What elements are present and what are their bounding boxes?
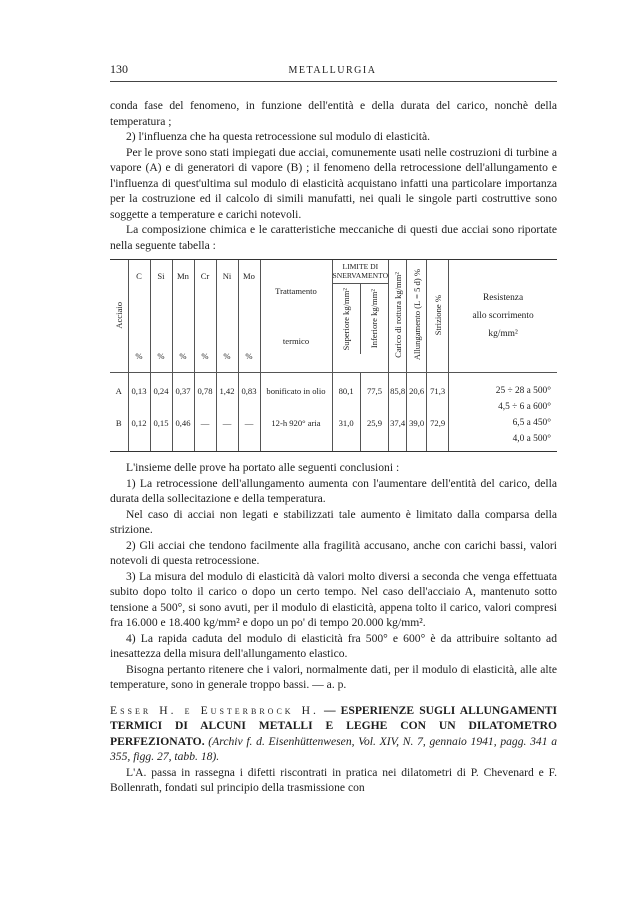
- paragraph-conclusion-3: 3) La misura del modulo di elasticità dà valori molto diversi a seconda che venga effettuata subito dopo tolto il carico o dopo un certo tempo. Nel caso dell'acciaio A, mantenuto sotto tensione a 500°, si sono avuti, per il modulo di elasticità, appena tolto il carico, valori compresi fra 16.000 e 18.400 kg/mm² e dopo un po' di tempo 20.000 kg/mm².: [110, 569, 557, 629]
- header-allungamento: Allungamento (L = 5 d) %: [407, 260, 427, 373]
- paragraph-continued: conda fase del fenomeno, in funzione dell'entità e della durata del carico, nonchè della temperatura ;: [110, 99, 557, 128]
- header-resistenza: Resistenza allo scorrimento kg/mm²: [449, 260, 557, 373]
- header-strizione: Strizione %: [427, 260, 449, 373]
- table-row: 4,5 ÷ 6 a 600°: [110, 399, 557, 415]
- entry-citation: (Archiv f. d. Eisenhüttenwesen, Vol. XIV, N. 7, gennaio 1941, pagg. 341 a 355, figg. 27, tabb. 18).: [110, 734, 557, 763]
- composition-table: [110, 259, 557, 452]
- running-title: METALLURGIA: [288, 65, 377, 76]
- entry-authors: Esser H. e Eusterbrock H.: [110, 703, 319, 717]
- header-limite: LIMITE DI SNERVAMENTO Superiore kg/mm² Inferiore kg/mm²: [332, 260, 389, 373]
- header-c: C %: [128, 260, 150, 373]
- header-trattamento: Trattamento termico: [260, 260, 332, 373]
- paragraph-conclusions-intro: L'insieme delle prove ha portato alle seguenti conclusioni :: [126, 461, 400, 474]
- header-mo: Mo %: [238, 260, 260, 373]
- header-mn: Mn %: [172, 260, 194, 373]
- paragraph-conclusion-1-note: Nel caso di acciai non legati e stabilizzati tale aumento è limitato dalla comparsa della strizione.: [110, 507, 557, 536]
- paragraph-point-2: 2) l'influenza che ha questa retrocessione sul modulo di elasticità.: [126, 130, 431, 143]
- header-inferiore: Inferiore kg/mm²: [369, 289, 380, 349]
- header-acciaio: Acciaio: [110, 260, 128, 373]
- entry-title: — ESPERIENZE SUGLI ALLUNGAMENTI TERMICI DI ALCUNI METALLI E LEGHE CON UN DILATOMETRO PERFEZIONATO.: [110, 703, 557, 748]
- paragraph-table-intro: La composizione chimica e le caratteristiche meccaniche di questi due acciai sono riportate nella seguente tabella :: [110, 223, 557, 252]
- header-superiore: Superiore kg/mm²: [333, 284, 361, 354]
- header-si: Si %: [150, 260, 172, 373]
- paragraph-final-note: Bisogna pertanto ritenere che i valori, normalmente dati, per il modulo di elasticità, alle alte temperature, sono in generale troppo bassi. — a. p.: [110, 662, 557, 691]
- paragraph-steels: Per le prove sono stati impiegati due acciai, comunemente usati nelle costruzioni di turbine a vapore (A) e di generatori di vapore (B) ; il fenomeno della retrocessione dell'allungamento e l'influenza di quest'ultima sul modulo di elasticità acquistano infatti una particolare importanza per la costruzione ed il calcolo di simili manufatti, nei quali le singole parti costruttive sono soggette a temperature e carichi notevoli.: [110, 145, 557, 221]
- table-row: 4,0 a 500°: [110, 431, 557, 451]
- table-row: A 0,13 0,24 0,37 0,78 1,42 0,83 bonificato in olio 80,1 77,5 85,8 20,6 71,3 25 ÷ 28 a 500°: [110, 373, 557, 400]
- bibliographic-entry: [110, 703, 557, 765]
- paragraph-conclusion-2: 2) Gli acciai che tendono facilmente alla fragilità accusano, anche con carichi bassi, valori notevoli di questa retrocessione.: [110, 538, 557, 567]
- table-row: B 0,12 0,15 0,46 — — — 12-h 920° aria 31,0 25,9 37,4 39,0 72,9 6,5 a 450°: [110, 415, 557, 431]
- header-ni: Ni %: [216, 260, 238, 373]
- entry-abstract: L'A. passa in rassegna i difetti riscontrati in pratica nei dilatometri di P. Chevenard e F. Bollenrath, fondati sul principio della trasmissione con: [110, 765, 557, 794]
- paragraph-conclusion-4: 4) La rapida caduta del modulo di elasticità fra 500° e 600° è da attribuire soltanto ad inesattezza della misura dell'allungamento elastico.: [110, 631, 557, 660]
- page-header: [110, 62, 557, 82]
- header-carico: Carico di rottura kg/mm²: [389, 260, 407, 373]
- paragraph-conclusion-1: 1) La retrocessione dell'allungamento aumenta con l'aumentare dell'entità del carico, della durata della sollecitazione e della temperatura.: [110, 476, 557, 505]
- page: [110, 62, 557, 796]
- page-number: 130: [110, 62, 128, 76]
- header-cr: Cr %: [194, 260, 216, 373]
